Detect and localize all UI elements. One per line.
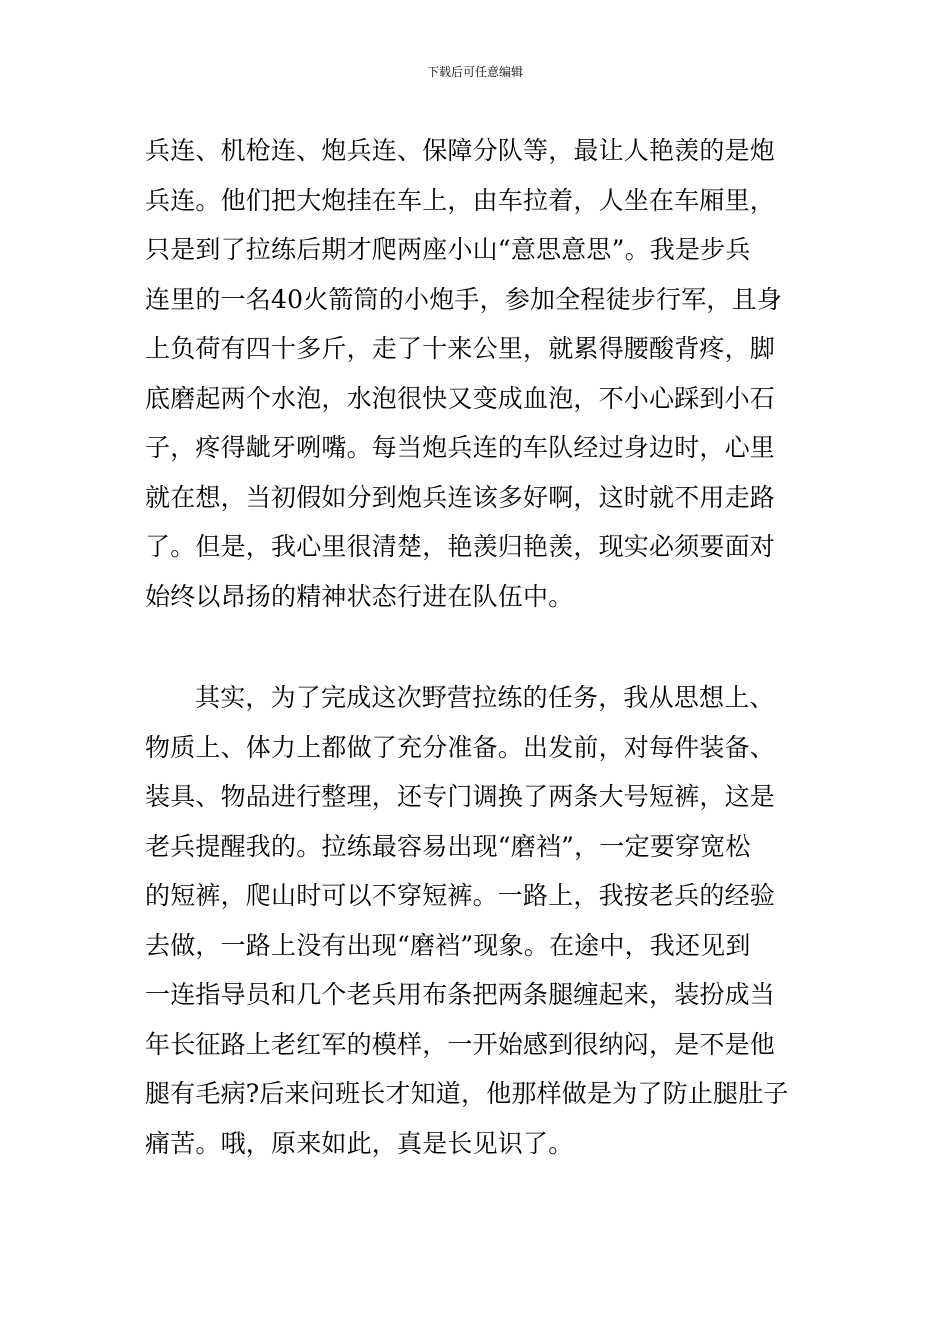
paragraph-1 bbox=[145, 126, 805, 621]
paragraph-line: 兵连、机枪连、炮兵连、保障分队等，最让人艳羡的是炮 bbox=[145, 136, 776, 165]
paragraph-line: 年长征路上老红军的模样，一开始感到很纳闷，是不是他 bbox=[145, 1029, 776, 1059]
paragraph-line: 底磨起两个水泡，水泡很快又变成血泡，不小心踩到小石 bbox=[145, 383, 776, 413]
paragraph-line: 装具、物品进行整理，还专门调换了两条大号短裤，这是 bbox=[145, 782, 776, 811]
paragraph-line: 了。但是，我心里很清楚，艳羡归艳羡，现实必须要面对 bbox=[145, 532, 776, 561]
paragraph-line: 子，疼得龇牙咧嘴。每当炮兵连的车队经过身边时，心里 bbox=[145, 433, 776, 462]
paragraph-line: 老兵提醒我的。拉练最容易出现“磨裆”，一定要穿宽松 bbox=[145, 831, 751, 861]
paragraph-line: 始终以昂扬的精神状态行进在队伍中。 bbox=[145, 581, 574, 611]
paragraph-line: 物质上、体力上都做了充分准备。出发前，对每件装备、 bbox=[145, 732, 776, 762]
paragraph-line: 就在想，当初假如分到炮兵连该多好啊，这时就不用走路 bbox=[145, 482, 776, 512]
paragraph-line: 去做，一路上没有出现“磨裆”现象。在途中，我还见到 bbox=[145, 930, 751, 960]
paragraph-line: 腿有毛病?后来问班长才知道，他那样做是为了防止腿肚子 bbox=[145, 1079, 789, 1108]
page-header-note: 下载后可任意编辑 bbox=[426, 65, 523, 79]
paragraph-line: 的短裤，爬山时可以不穿短裤。一路上，我按老兵的经验 bbox=[145, 881, 776, 910]
paragraph-line: 兵连。他们把大炮挂在车上，由车拉着，人坐在车厢里， bbox=[145, 185, 776, 215]
paragraph-line: 痛苦。哦，原来如此，真是长见识了。 bbox=[145, 1128, 574, 1158]
paragraph-line: 只是到了拉练后期才爬两座小山“意思意思”。我是步兵 bbox=[145, 235, 751, 264]
paragraph-line: 连里的一名40火箭筒的小炮手，参加全程徒步行军，且身 bbox=[145, 284, 783, 314]
paragraph-line: 一连指导员和几个老兵用布条把两条腿缠起来，装扮成当 bbox=[145, 980, 776, 1009]
paragraph-2 bbox=[145, 673, 805, 1168]
paragraph-line: 上负荷有四十多斤，走了十来公里，就累得腰酸背疼，脚 bbox=[145, 334, 776, 363]
paragraph-line: 其实，为了完成这次野营拉练的任务，我从思想上、 bbox=[195, 683, 775, 712]
